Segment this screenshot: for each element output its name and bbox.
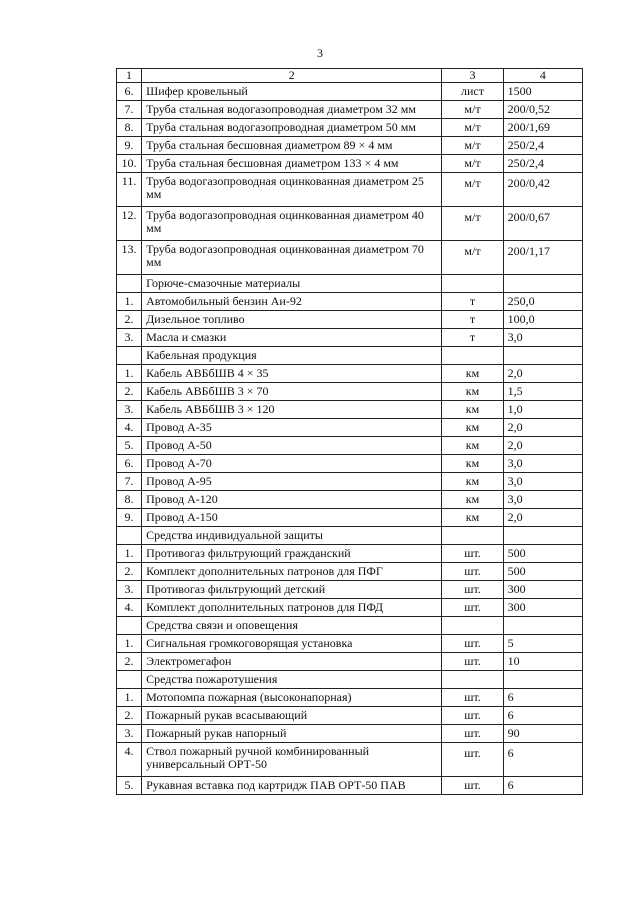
- item-name: Кабель АВБбШВ 3 × 70: [142, 383, 442, 401]
- item-name: Комплект дополнительных патронов для ПФГ: [142, 563, 442, 581]
- header-col-1: 1: [117, 69, 142, 83]
- item-value: 90: [503, 725, 582, 743]
- section-row: [117, 527, 583, 545]
- row-number: 1.: [117, 365, 142, 383]
- header-col-3: 3: [442, 69, 503, 83]
- item-value: 2,0: [503, 437, 582, 455]
- row-number: 11.: [117, 173, 142, 207]
- section-title: Средства индивидуальной защиты: [142, 527, 442, 545]
- item-value: 1,5: [503, 383, 582, 401]
- row-number: 1.: [117, 635, 142, 653]
- table-row: [117, 491, 583, 509]
- item-name: Ствол пожарный ручной комбинированный универсальный ОРТ-50: [142, 743, 442, 777]
- item-name: Пожарный рукав напорный: [142, 725, 442, 743]
- section-title: Средства связи и оповещения: [142, 617, 442, 635]
- unit-cell: [442, 617, 503, 635]
- item-name: Провод А-95: [142, 473, 442, 491]
- item-value: 500: [503, 545, 582, 563]
- item-unit: км: [442, 365, 503, 383]
- item-unit: шт.: [442, 777, 503, 795]
- item-unit: км: [442, 455, 503, 473]
- item-value: 2,0: [503, 419, 582, 437]
- item-value: 2,0: [503, 365, 582, 383]
- table-row: [117, 581, 583, 599]
- value-cell: [503, 275, 582, 293]
- item-value: 500: [503, 563, 582, 581]
- table-row: [117, 83, 583, 101]
- row-number: 9.: [117, 509, 142, 527]
- item-unit: м/т: [442, 137, 503, 155]
- section-row: [117, 275, 583, 293]
- row-number: 6.: [117, 83, 142, 101]
- table-header-row: [117, 69, 583, 83]
- row-number: 2.: [117, 653, 142, 671]
- table-row: [117, 473, 583, 491]
- item-unit: шт.: [442, 599, 503, 617]
- table-row: [117, 173, 583, 207]
- header-col-4: 4: [503, 69, 582, 83]
- table-row: [117, 707, 583, 725]
- table-row: [117, 455, 583, 473]
- item-unit: т: [442, 293, 503, 311]
- section-title: Кабельная продукция: [142, 347, 442, 365]
- item-value: 250/2,4: [503, 137, 582, 155]
- item-name: Кабель АВБбШВ 4 × 35: [142, 365, 442, 383]
- item-value: 5: [503, 635, 582, 653]
- item-name: Комплект дополнительных патронов для ПФД: [142, 599, 442, 617]
- item-unit: шт.: [442, 581, 503, 599]
- row-number: 1.: [117, 545, 142, 563]
- row-number: 3.: [117, 725, 142, 743]
- item-unit: т: [442, 311, 503, 329]
- row-number: 3.: [117, 581, 142, 599]
- item-value: 3,0: [503, 329, 582, 347]
- section-row: [117, 617, 583, 635]
- item-name: Масла и смазки: [142, 329, 442, 347]
- item-value: 6: [503, 689, 582, 707]
- table-row: [117, 437, 583, 455]
- row-number: 4.: [117, 743, 142, 777]
- item-unit: км: [442, 419, 503, 437]
- item-name: Труба стальная водогазопроводная диаметром 32 мм: [142, 101, 442, 119]
- item-value: 200/0,67: [503, 207, 582, 241]
- item-value: 6: [503, 777, 582, 795]
- value-cell: [503, 527, 582, 545]
- item-name: Провод А-120: [142, 491, 442, 509]
- item-unit: шт.: [442, 545, 503, 563]
- item-value: 1500: [503, 83, 582, 101]
- item-unit: шт.: [442, 743, 503, 777]
- item-name: Провод А-70: [142, 455, 442, 473]
- row-number: 12.: [117, 207, 142, 241]
- item-value: 3,0: [503, 491, 582, 509]
- materials-table: [116, 68, 583, 795]
- row-number: 5.: [117, 437, 142, 455]
- header-col-2: 2: [142, 69, 442, 83]
- item-value: 10: [503, 653, 582, 671]
- item-unit: м/т: [442, 101, 503, 119]
- item-name: Противогаз фильтрующий детский: [142, 581, 442, 599]
- item-unit: км: [442, 509, 503, 527]
- row-number: 9.: [117, 137, 142, 155]
- item-name: Провод А-35: [142, 419, 442, 437]
- table-row: [117, 241, 583, 275]
- page-number: 3: [317, 46, 323, 60]
- item-value: 3,0: [503, 473, 582, 491]
- row-number-cell: [117, 275, 142, 293]
- item-name: Провод А-150: [142, 509, 442, 527]
- table-row: [117, 401, 583, 419]
- item-value: 6: [503, 707, 582, 725]
- item-unit: лист: [442, 83, 503, 101]
- item-unit: шт.: [442, 653, 503, 671]
- table-row: [117, 725, 583, 743]
- table-row: [117, 383, 583, 401]
- table-row: [117, 743, 583, 777]
- value-cell: [503, 617, 582, 635]
- table-row: [117, 509, 583, 527]
- item-name: Труба водогазопроводная оцинкованная диаметром 70 мм: [142, 241, 442, 275]
- item-value: 100,0: [503, 311, 582, 329]
- section-title: Горюче-смазочные материалы: [142, 275, 442, 293]
- table-row: [117, 311, 583, 329]
- table-row: [117, 365, 583, 383]
- item-unit: шт.: [442, 725, 503, 743]
- table-row: [117, 419, 583, 437]
- row-number: 7.: [117, 473, 142, 491]
- item-name: Труба водогазопроводная оцинкованная диаметром 40 мм: [142, 207, 442, 241]
- item-name: Автомобильный бензин Аи-92: [142, 293, 442, 311]
- item-unit: км: [442, 383, 503, 401]
- item-unit: шт.: [442, 689, 503, 707]
- section-title: Средства пожаротушения: [142, 671, 442, 689]
- row-number-cell: [117, 671, 142, 689]
- item-value: 250/2,4: [503, 155, 582, 173]
- row-number: 4.: [117, 419, 142, 437]
- item-name: Сигнальная громкоговорящая установка: [142, 635, 442, 653]
- item-name: Труба стальная бесшовная диаметром 89 × 4 мм: [142, 137, 442, 155]
- item-unit: шт.: [442, 563, 503, 581]
- row-number: 5.: [117, 777, 142, 795]
- item-value: 300: [503, 581, 582, 599]
- row-number: 1.: [117, 689, 142, 707]
- table-row: [117, 155, 583, 173]
- item-value: 200/1,17: [503, 241, 582, 275]
- item-name: Рукавная вставка под картридж ПАВ ОРТ-50 ПАВ: [142, 777, 442, 795]
- item-name: Пожарный рукав всасывающий: [142, 707, 442, 725]
- item-name: Противогаз фильтрующий гражданский: [142, 545, 442, 563]
- item-unit: м/т: [442, 119, 503, 137]
- row-number: 3.: [117, 401, 142, 419]
- row-number: 3.: [117, 329, 142, 347]
- row-number: 13.: [117, 241, 142, 275]
- row-number: 6.: [117, 455, 142, 473]
- table-row: [117, 689, 583, 707]
- value-cell: [503, 671, 582, 689]
- row-number-cell: [117, 617, 142, 635]
- item-value: 1,0: [503, 401, 582, 419]
- row-number-cell: [117, 347, 142, 365]
- row-number: 2.: [117, 707, 142, 725]
- unit-cell: [442, 671, 503, 689]
- item-name: Труба стальная бесшовная диаметром 133 × 4 мм: [142, 155, 442, 173]
- item-value: 200/1,69: [503, 119, 582, 137]
- table-row: [117, 207, 583, 241]
- item-value: 300: [503, 599, 582, 617]
- row-number-cell: [117, 527, 142, 545]
- item-unit: км: [442, 473, 503, 491]
- unit-cell: [442, 347, 503, 365]
- table-row: [117, 653, 583, 671]
- table-row: [117, 137, 583, 155]
- section-row: [117, 671, 583, 689]
- item-name: Мотопомпа пожарная (высоконапорная): [142, 689, 442, 707]
- item-unit: км: [442, 401, 503, 419]
- item-name: Дизельное топливо: [142, 311, 442, 329]
- item-unit: м/т: [442, 173, 503, 207]
- item-value: 200/0,52: [503, 101, 582, 119]
- item-value: 250,0: [503, 293, 582, 311]
- item-unit: км: [442, 437, 503, 455]
- table-row: [117, 635, 583, 653]
- row-number: 2.: [117, 311, 142, 329]
- unit-cell: [442, 527, 503, 545]
- item-unit: шт.: [442, 707, 503, 725]
- table-row: [117, 777, 583, 795]
- table-row: [117, 101, 583, 119]
- item-name: Шифер кровельный: [142, 83, 442, 101]
- row-number: 4.: [117, 599, 142, 617]
- item-unit: км: [442, 491, 503, 509]
- row-number: 8.: [117, 491, 142, 509]
- item-value: 3,0: [503, 455, 582, 473]
- row-number: 7.: [117, 101, 142, 119]
- row-number: 8.: [117, 119, 142, 137]
- item-unit: шт.: [442, 635, 503, 653]
- table-row: [117, 545, 583, 563]
- unit-cell: [442, 275, 503, 293]
- item-unit: м/т: [442, 155, 503, 173]
- table-row: [117, 119, 583, 137]
- value-cell: [503, 347, 582, 365]
- item-unit: т: [442, 329, 503, 347]
- table-row: [117, 563, 583, 581]
- row-number: 2.: [117, 383, 142, 401]
- item-name: Провод А-50: [142, 437, 442, 455]
- item-name: Кабель АВБбШВ 3 × 120: [142, 401, 442, 419]
- item-name: Труба стальная водогазопроводная диаметром 50 мм: [142, 119, 442, 137]
- item-unit: м/т: [442, 241, 503, 275]
- item-value: 2,0: [503, 509, 582, 527]
- table-row: [117, 293, 583, 311]
- row-number: 1.: [117, 293, 142, 311]
- item-name: Электромегафон: [142, 653, 442, 671]
- item-name: Труба водогазопроводная оцинкованная диаметром 25 мм: [142, 173, 442, 207]
- item-unit: м/т: [442, 207, 503, 241]
- row-number: 10.: [117, 155, 142, 173]
- table-row: [117, 329, 583, 347]
- section-row: [117, 347, 583, 365]
- table-row: [117, 599, 583, 617]
- item-value: 6: [503, 743, 582, 777]
- row-number: 2.: [117, 563, 142, 581]
- item-value: 200/0,42: [503, 173, 582, 207]
